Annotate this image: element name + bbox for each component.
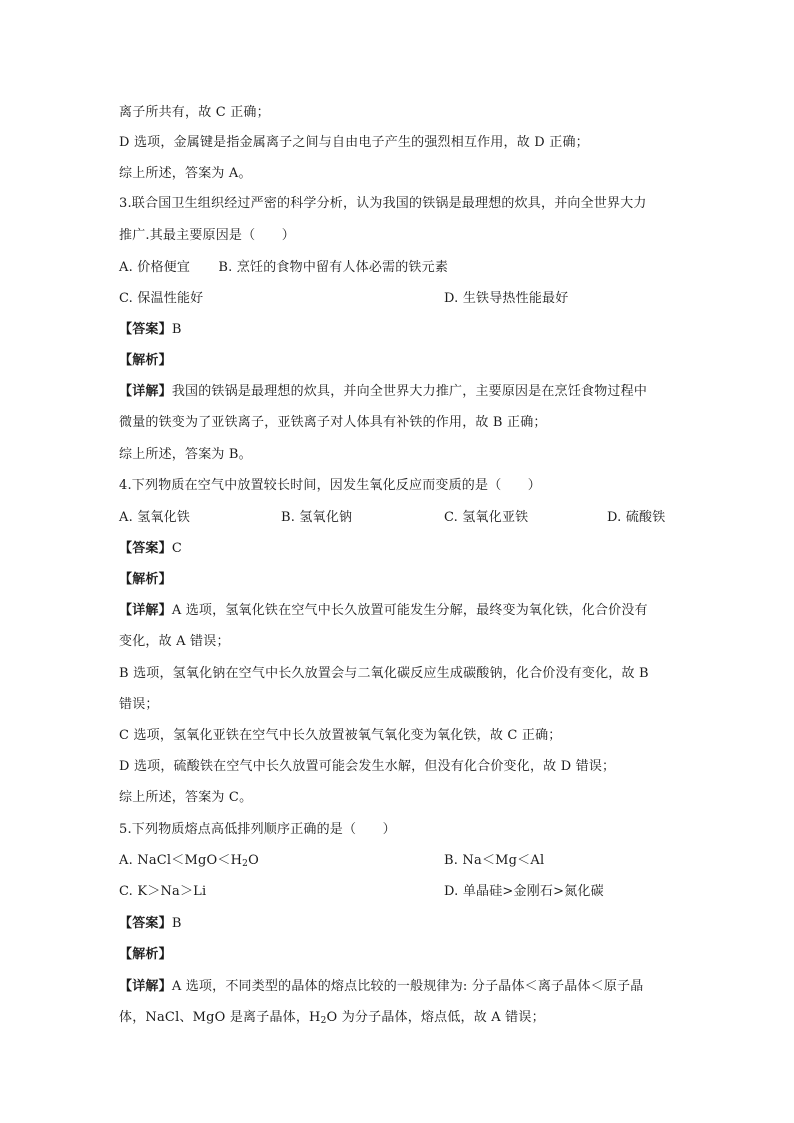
detail-text: 我国的铁锅是最理想的炊具，并向全世界大力推广，主要原因是在烹饪食物过程中 [171, 384, 648, 399]
question-4-stem: 4.下列物质在空气中放置较长时间，因发生氧化反应而变质的是（ ） [119, 478, 542, 493]
summary-line: 综上所述，答案为 B。 [119, 447, 252, 462]
option-b: B. Na＜Mg＜Al [444, 853, 545, 868]
detail-line [119, 1008, 545, 1028]
option-a-text: A. NaCl＜MgO＜H [119, 853, 243, 868]
analysis-tag: 【解析】 [119, 572, 172, 587]
detail-tag: 【详解】 [119, 979, 172, 994]
answer-tag: 【答案】 [119, 541, 172, 556]
summary-line: 综上所述，答案为 C。 [119, 790, 253, 805]
text-line: 离子所共有，故 C 正确； [119, 105, 270, 120]
option-c: C. 氢氧化亚铁 [444, 510, 529, 525]
detail-line: D 选项，硫酸铁在空气中长久放置可能会发生水解，但没有化合价变化，故 D 错误； [119, 759, 616, 774]
answer-tag: 【答案】 [119, 916, 172, 931]
question-3-stem: 3.联合国卫生组织经过严密的科学分析，认为我国的铁锅是最理想的炊具，并向全世界大力 [119, 196, 647, 211]
option-c: C. 保温性能好 [119, 291, 204, 306]
option-a: A. 价格便宜 [119, 260, 191, 275]
answer-line [119, 539, 182, 559]
option-b: B. 氢氧化钠 [281, 510, 353, 525]
question-5-stem: 5.下列物质熔点高低排列顺序正确的是（ ） [119, 822, 396, 837]
option-c: C. K＞Na＞Li [119, 884, 207, 899]
detail-line: 微量的铁变为了亚铁离子，亚铁离子对人体具有补铁的作用，故 B 正确； [119, 415, 547, 430]
analysis-tag: 【解析】 [119, 353, 172, 368]
answer-line [119, 320, 182, 340]
question-3-stem-cont: 推广.其最主要原因是（ ） [119, 228, 295, 243]
detail-line [119, 601, 648, 621]
option-a [119, 851, 259, 871]
option-a-text-end: O [248, 853, 259, 868]
answer-tag: 【答案】 [119, 322, 172, 337]
detail-tag: 【详解】 [119, 384, 172, 399]
subscript: 2 [320, 1016, 327, 1026]
detail-text: 体，NaCl、MgO 是离子晶体，H [119, 1010, 321, 1025]
analysis-tag: 【解析】 [119, 947, 172, 962]
detail-line: 错误； [119, 697, 159, 712]
subscript: 2 [242, 859, 249, 869]
question-3-options-row2 [119, 289, 203, 309]
option-b: B. 烹饪的食物中留有人体必需的铁元素 [218, 260, 449, 275]
option-d: D. 硫酸铁 [607, 510, 666, 525]
answer-value: B [171, 322, 182, 337]
detail-line: B 选项，氢氧化钠在空气中长久放置会与二氧化碳反应生成碳酸钠，化合价没有变化，故 B [119, 666, 649, 681]
option-d: D. 生铁导热性能最好 [444, 291, 569, 306]
detail-text-end: O 为分子晶体，熔点低，故 A 错误； [326, 1010, 545, 1025]
detail-tag: 【详解】 [119, 603, 172, 618]
question-3-options-row1 [119, 258, 448, 278]
detail-line [119, 382, 647, 402]
summary-line: 综上所述，答案为 A。 [119, 166, 252, 181]
detail-line [119, 977, 643, 997]
option-d: D. 单晶硅>金刚石>氮化碳 [444, 884, 604, 899]
answer-value: C [171, 541, 182, 556]
answer-value: B [171, 916, 182, 931]
detail-line: 变化，故 A 错误； [119, 634, 230, 649]
detail-text: A 选项，不同类型的晶体的熔点比较的一般规律为: 分子晶体＜离子晶体＜原子晶 [171, 979, 644, 994]
detail-text: A 选项，氢氧化铁在空气中长久放置可能发生分解，最终变为氧化铁，化合价没有 [171, 603, 648, 618]
answer-line [119, 914, 182, 934]
detail-line: C 选项，氢氧化亚铁在空气中长久放置被氧气氧化变为氧化铁，故 C 正确； [119, 728, 562, 743]
option-a: A. 氢氧化铁 [119, 510, 191, 525]
text-line: D 选项，金属键是指金属离子之间与自由电子产生的强烈相互作用，故 D 正确； [119, 135, 589, 150]
